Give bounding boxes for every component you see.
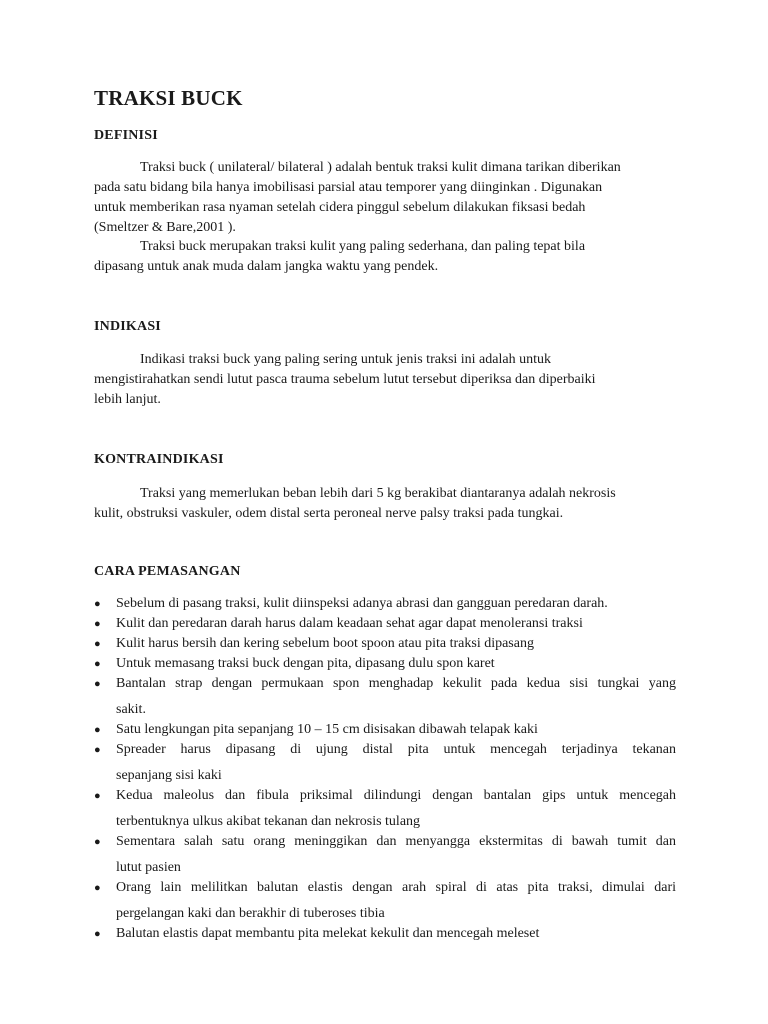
list-item-text bbox=[116, 832, 676, 878]
bullet-icon: ● bbox=[94, 618, 101, 630]
heading-definisi: DEFINISI bbox=[94, 128, 158, 143]
heading-kontraindikasi: KONTRAINDIKASI bbox=[94, 452, 224, 467]
text-line: Traksi buck merupakan traksi kulit yang paling sederhana, dan paling tepat bila bbox=[140, 239, 586, 254]
text-line: Traksi buck ( unilateral/ bilateral ) adalah bentuk traksi kulit dimana tarikan diberikan bbox=[140, 160, 621, 175]
heading-indikasi: INDIKASI bbox=[94, 319, 161, 334]
bullet-icon: ● bbox=[94, 744, 101, 756]
bullet-icon: ● bbox=[94, 836, 101, 848]
list-item-text bbox=[116, 634, 676, 654]
list-item-text bbox=[116, 740, 676, 786]
paragraph-definisi-1 bbox=[94, 158, 676, 238]
list-item-text bbox=[116, 654, 676, 674]
text-line: pada satu bidang bila hanya imobilisasi parsial atau temporer yang diinginkan . Digunakan bbox=[94, 180, 603, 195]
list-item bbox=[94, 786, 676, 832]
list-item-line: sakit. bbox=[116, 702, 146, 717]
bullet-icon: ● bbox=[94, 598, 101, 610]
paragraph-indikasi bbox=[94, 350, 676, 410]
list-item bbox=[94, 594, 676, 614]
list-item bbox=[94, 740, 676, 786]
text-line: kulit, obstruksi vaskuler, odem distal serta peroneal nerve palsy traksi pada tungkai. bbox=[94, 506, 564, 521]
text-line: dipasang untuk anak muda dalam jangka waktu yang pendek. bbox=[94, 259, 439, 274]
bullet-icon: ● bbox=[94, 724, 101, 736]
list-item-line: sepanjang sisi kaki bbox=[116, 768, 222, 783]
list-item-text bbox=[116, 674, 676, 720]
list-item bbox=[94, 832, 676, 878]
bullet-icon: ● bbox=[94, 790, 101, 802]
list-item-line: Spreader harus dipasang di ujung distal pita untuk mencegah terjadinya tekanan bbox=[116, 742, 676, 757]
list-item bbox=[94, 924, 676, 944]
list-item-line: Balutan elastis dapat membantu pita melekat kekulit dan mencegah meleset bbox=[116, 926, 540, 941]
list-item-line: Kulit harus bersih dan kering sebelum boot spoon atau pita traksi dipasang bbox=[116, 636, 534, 651]
text-line: (Smeltzer & Bare,2001 ). bbox=[94, 220, 236, 235]
bullet-icon: ● bbox=[94, 658, 101, 670]
text-line: lebih lanjut. bbox=[94, 392, 161, 407]
list-item-line: lutut pasien bbox=[116, 860, 181, 875]
cara-pemasangan-list bbox=[94, 594, 676, 944]
list-item-text bbox=[116, 594, 676, 614]
bullet-icon: ● bbox=[94, 678, 101, 690]
paragraph-definisi-2 bbox=[94, 237, 676, 277]
text-line: untuk memberikan rasa nyaman setelah cidera pinggul sebelum dilakukan fiksasi bedah bbox=[94, 200, 586, 215]
list-item-text bbox=[116, 614, 676, 634]
list-item-text bbox=[116, 924, 676, 944]
list-item bbox=[94, 878, 676, 924]
list-item-line: terbentuknya ulkus akibat tekanan dan nekrosis tulang bbox=[116, 814, 421, 829]
list-item bbox=[94, 720, 676, 740]
text-line: mengistirahatkan sendi lutut pasca trauma sebelum lutut tersebut diperiksa dan diperbaiki bbox=[94, 372, 596, 387]
list-item-line: Bantalan strap dengan permukaan spon menghadap kekulit pada kedua sisi tungkai yang bbox=[116, 676, 676, 691]
list-item bbox=[94, 614, 676, 634]
bullet-icon: ● bbox=[94, 882, 101, 894]
list-item-line: Satu lengkungan pita sepanjang 10 – 15 cm disisakan dibawah telapak kaki bbox=[116, 722, 538, 737]
heading-cara-pemasangan: CARA PEMASANGAN bbox=[94, 564, 241, 579]
bullet-icon: ● bbox=[94, 928, 101, 940]
list-item-text bbox=[116, 878, 676, 924]
list-item-text bbox=[116, 720, 676, 740]
list-item-line: pergelangan kaki dan berakhir di tuberoses tibia bbox=[116, 906, 385, 921]
document-title: TRAKSI BUCK bbox=[94, 86, 243, 110]
list-item-line: Kedua maleolus dan fibula priksimal dilindungi dengan bantalan gips untuk mencegah bbox=[116, 788, 676, 803]
list-item-line: Kulit dan peredaran darah harus dalam keadaan sehat agar dapat menoleransi traksi bbox=[116, 616, 583, 631]
list-item-line: Sebelum di pasang traksi, kulit diinspeksi adanya abrasi dan gangguan peredaran darah. bbox=[116, 596, 608, 611]
list-item-line: Orang lain melilitkan balutan elastis dengan arah spiral di atas pita traksi, dimulai dari bbox=[116, 880, 676, 895]
paragraph-kontraindikasi bbox=[94, 484, 676, 524]
list-item bbox=[94, 634, 676, 654]
list-item-line: Sementara salah satu orang meninggikan dan menyangga ekstermitas di bawah tumit dan bbox=[116, 834, 676, 849]
text-line: Traksi yang memerlukan beban lebih dari 5 kg berakibat diantaranya adalah nekrosis bbox=[140, 486, 616, 501]
list-item bbox=[94, 654, 676, 674]
list-item bbox=[94, 674, 676, 720]
list-item-text bbox=[116, 786, 676, 832]
list-item-line: Untuk memasang traksi buck dengan pita, dipasang dulu spon karet bbox=[116, 656, 495, 671]
bullet-icon: ● bbox=[94, 638, 101, 650]
text-line: Indikasi traksi buck yang paling sering untuk jenis traksi ini adalah untuk bbox=[140, 352, 551, 367]
